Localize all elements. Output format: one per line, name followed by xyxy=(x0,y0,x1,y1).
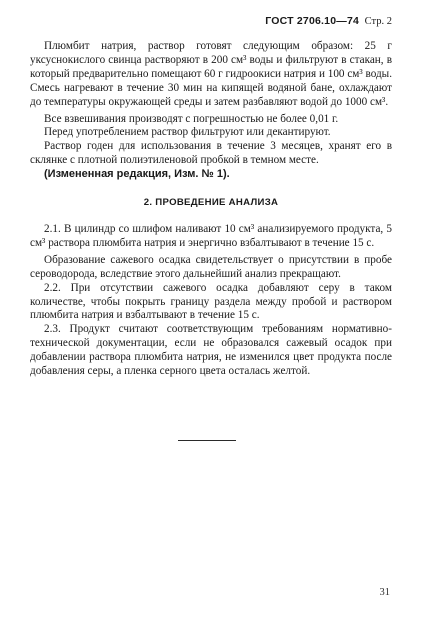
end-divider xyxy=(178,440,236,441)
paragraph-filter: Перед употреблением раствор фильтруют или декантируют. xyxy=(44,126,331,139)
paragraph-soot-formation: Образование сажевого осадка свидетельствует о присутствии в пробе сероводорода, вследствие этого дальнейший анализ прекращают. xyxy=(30,253,392,280)
section-title: 2. ПРОВЕДЕНИЕ АНАЛИЗА xyxy=(143,197,279,209)
header-page-number: Стр. 2 xyxy=(364,16,392,27)
paragraph-reagent-prep: Плюмбит натрия, раствор готовят следующим образом: 25 г уксуснокислого свинца растворяют в 200 см³ воды и фильтруют в стакан, в который предварительно помещают 60 г гидроокиси натрия и 100 см³ воды. Смесь нагревают в течение 30 мин на кипящей водяной бане, охлаждают до температуры окружающей среды и затем разбавляют водой до 1000 см³. xyxy=(30,40,392,108)
edition-note: (Измененная редакция, Изм. № 1). xyxy=(44,168,230,181)
paragraph-2-2: 2.2. При отсутствии сажевого осадка добавляют серу в таком количестве, чтобы покрыть границу раздела между пробой и раствором плюмбита натрия и взбалтывают в течение 15 с. xyxy=(30,281,392,322)
standard-code: ГОСТ 2706.10—74 xyxy=(265,15,360,27)
paragraph-weighing: Все взвешивания производят с погрешностью не более 0,01 г. xyxy=(44,112,339,125)
paragraph-2-3: 2.3. Продукт считают соответствующим требованиям нормативно-технической документации, если не образовался сажевый осадок при добавлении раствора плюмбита натрия, не изменился цвет продукта после добавления серы, а пленка серного цвета осталась желтой. xyxy=(30,323,392,378)
document-body xyxy=(30,40,392,379)
paragraph-shelf-life: Раствор годен для использования в течение 3 месяцев, хранят его в склянке с плотной полиэтиленовой пробкой в темном месте. xyxy=(30,140,392,167)
page-header xyxy=(265,15,392,27)
footer-page-number: 31 xyxy=(379,587,390,598)
paragraph-2-1: 2.1. В цилиндр со шлифом наливают 10 см³ анализируемого продукта, 5 см³ раствора плюмбита натрия и энергично взбалтывают в течение 15 с. xyxy=(30,222,392,249)
